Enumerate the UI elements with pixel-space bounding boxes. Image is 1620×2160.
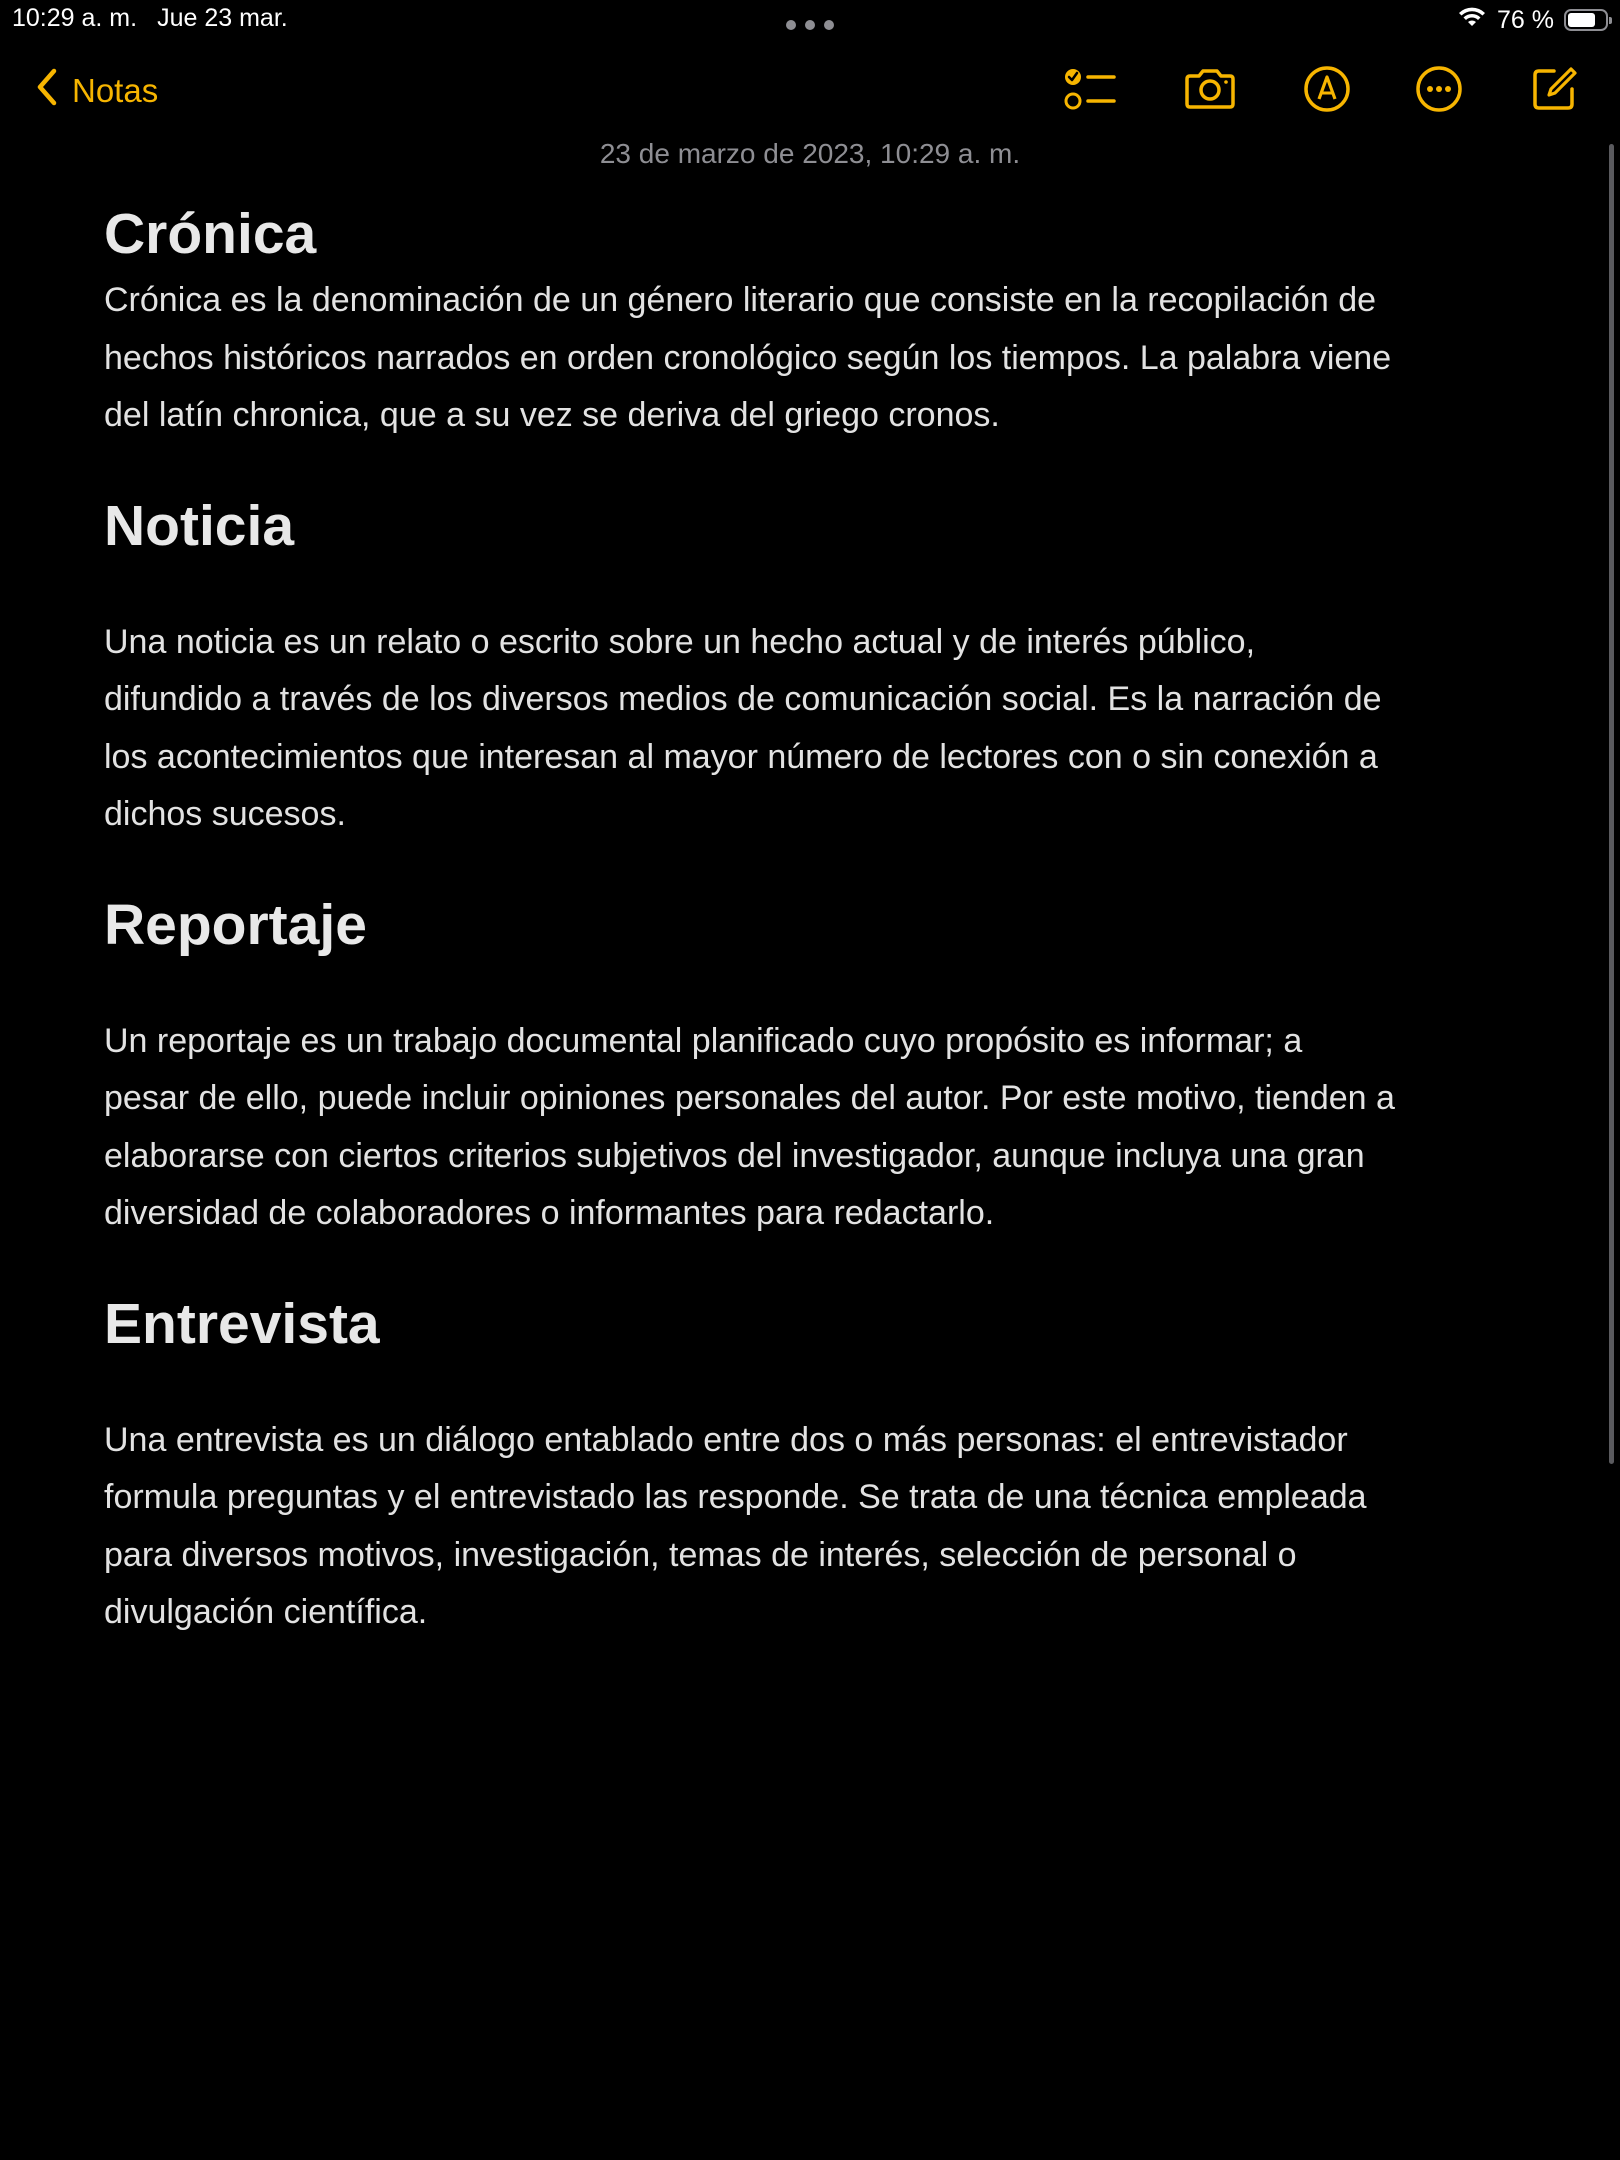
note-paragraph	[104, 614, 1524, 844]
chevron-left-icon	[36, 68, 58, 114]
note-heading: Crónica	[104, 202, 317, 266]
note-text-line: Crónica es la denominación de un género literario que consiste en la recopilación de	[104, 281, 1377, 319]
compose-button[interactable]	[1524, 64, 1584, 118]
compose-icon	[1530, 65, 1578, 118]
camera-icon	[1183, 69, 1237, 114]
note-text-line: diversidad de colaboradores o informantes para redactarlo.	[104, 1194, 995, 1232]
note-paragraph	[104, 272, 1524, 445]
note-date: 23 de marzo de 2023, 10:29 a. m.	[599, 138, 1021, 169]
note-text-line: Una noticia es un relato o escrito sobre un hecho actual y de interés público,	[104, 622, 1256, 661]
note-heading: Noticia	[104, 493, 295, 558]
status-date: Jue 23 mar.	[157, 4, 288, 32]
checklist-icon	[1064, 66, 1116, 117]
note-text-line: formula preguntas y el entrevistado las responde. Se trata de una técnica empleada	[104, 1478, 1367, 1516]
note-text-line: dichos sucesos.	[104, 795, 346, 833]
battery-level-fill	[1568, 13, 1595, 27]
battery-icon	[1564, 9, 1608, 31]
status-time: 10:29 a. m.	[12, 4, 138, 32]
status-bar	[0, 0, 1620, 40]
checklist-button[interactable]	[1060, 64, 1120, 118]
status-time-date	[12, 4, 288, 33]
markup-button[interactable]	[1297, 64, 1357, 118]
wifi-icon	[1457, 5, 1487, 36]
note-heading: Reportaje	[104, 892, 367, 957]
note-text-line: Un reportaje es un trabajo documental planificado cuyo propósito es informar; a	[104, 1021, 1303, 1060]
note-text-line: pesar de ello, puede incluir opiniones personales del autor. Por este motivo, tienden a	[104, 1079, 1395, 1117]
note-text-line: Una entrevista es un diálogo entablado entre dos o más personas: el entrevistador	[104, 1420, 1348, 1459]
multitasking-menu-icon[interactable]	[786, 20, 834, 30]
note-text-line: difundido a través de los diversos medios de comunicación social. Es la narración de	[104, 680, 1382, 718]
scroll-indicator[interactable]	[1609, 144, 1614, 1464]
note-text-line: elaborarse con ciertos criterios subjetivos del investigador, aunque incluya una gran	[104, 1136, 1365, 1175]
status-indicators	[1457, 4, 1608, 36]
camera-button[interactable]	[1180, 64, 1240, 118]
note-text-line: para diversos motivos, investigación, temas de interés, selección de personal o	[104, 1535, 1297, 1574]
more-icon	[1415, 65, 1463, 118]
note-body[interactable]	[104, 196, 1524, 1642]
battery-percentage: 76 %	[1497, 5, 1554, 34]
notes-toolbar	[0, 60, 1620, 122]
markup-icon	[1303, 65, 1351, 118]
note-text-line: hechos históricos narrados en orden cronológico según los tiempos. La palabra viene	[104, 338, 1392, 377]
back-button[interactable]	[36, 66, 158, 116]
note-paragraph	[104, 1412, 1524, 1642]
note-text-line: divulgación científica.	[104, 1593, 428, 1631]
note-text-line: del latín chronica, que a su vez se deriva del griego cronos.	[104, 396, 1000, 434]
note-paragraph	[104, 1013, 1524, 1243]
note-text-line: los acontecimientos que interesan al mayor número de lectores con o sin conexión a	[104, 737, 1378, 776]
more-options-button[interactable]	[1409, 64, 1469, 118]
note-heading: Entrevista	[104, 1291, 380, 1356]
back-button-label: Notas	[72, 72, 159, 109]
